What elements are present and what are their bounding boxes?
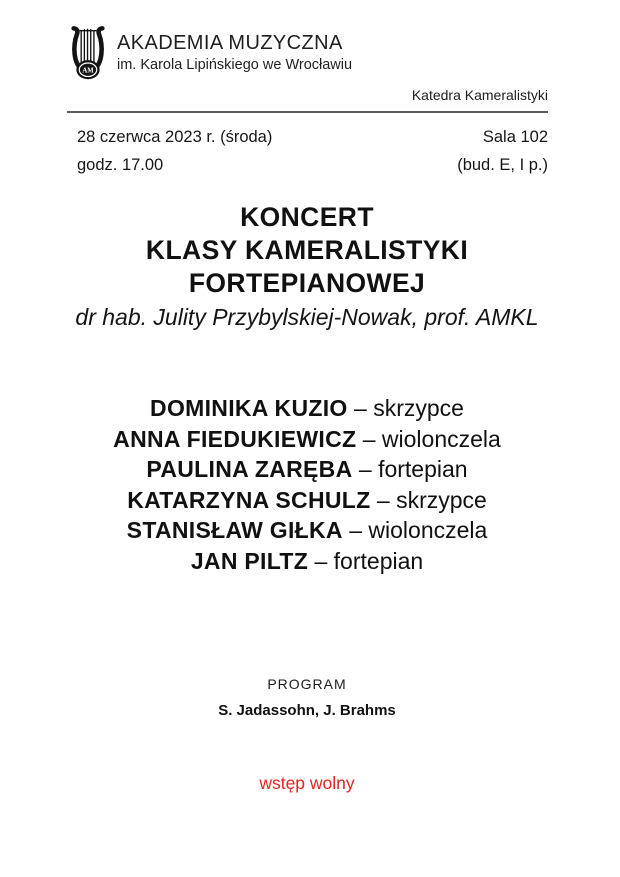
academy-subtitle: im. Karola Lipińskiego we Wrocławiu <box>117 56 353 73</box>
academy-name: AKADEMIA MUZYCZNA <box>117 31 343 54</box>
performer-line <box>0 515 614 546</box>
concert-title-block <box>0 201 614 331</box>
brand-text <box>117 31 352 74</box>
performer-line <box>0 393 614 424</box>
performer-instrument: – skrzypce <box>376 486 487 513</box>
performer-instrument: – wiolonczela <box>362 425 501 452</box>
title-line-1: KONCERT <box>240 202 374 232</box>
performers-list <box>0 393 614 576</box>
title-line-3: FORTEPIANOWEJ <box>188 268 426 298</box>
performer-line <box>0 485 614 516</box>
performer-instrument: – fortepian <box>358 456 468 482</box>
academy-brand <box>68 22 352 82</box>
event-building: (bud. E, I p.) <box>457 156 548 174</box>
performer-line <box>0 546 614 577</box>
performer-name: ANNA FIEDUKIEWICZ <box>113 425 357 452</box>
title-line-2: KLASY KAMERALISTYKI <box>145 235 469 265</box>
lyre-logo-icon <box>68 22 108 82</box>
admission-note: wstęp wolny <box>259 773 355 793</box>
performer-name: KATARZYNA SCHULZ <box>127 486 371 513</box>
event-info-row-2 <box>77 151 548 179</box>
performer-instrument: – skrzypce <box>354 395 464 421</box>
performer-line <box>0 424 614 455</box>
performer-name: STANISŁAW GIŁKA <box>126 517 343 543</box>
program-heading: PROGRAM <box>267 676 347 692</box>
event-info <box>77 123 548 179</box>
program-composers: S. Jadassohn, J. Brahms <box>218 702 396 719</box>
performer-instrument: – fortepian <box>314 547 424 574</box>
performer-name: PAULINA ZARĘBA <box>146 456 353 482</box>
performer-instrument: – wiolonczela <box>349 517 488 543</box>
performer-line <box>0 454 614 485</box>
department-label: Katedra Kameralistyki <box>411 87 548 103</box>
performer-name: DOMINIKA KUZIO <box>150 395 348 421</box>
title-subtitle: dr hab. Julity Przybylskiej-Nowak, prof. AMKL <box>75 304 539 330</box>
event-room: Sala 102 <box>482 128 548 146</box>
program-block <box>0 676 614 719</box>
logo-monogram: AM <box>82 67 94 75</box>
event-date: 28 czerwca 2023 r. (środa) <box>77 128 273 146</box>
event-time: godz. 17.00 <box>77 156 164 174</box>
header-divider <box>67 111 548 113</box>
performer-name: JAN PILTZ <box>190 547 309 574</box>
event-info-row-1 <box>77 123 548 151</box>
